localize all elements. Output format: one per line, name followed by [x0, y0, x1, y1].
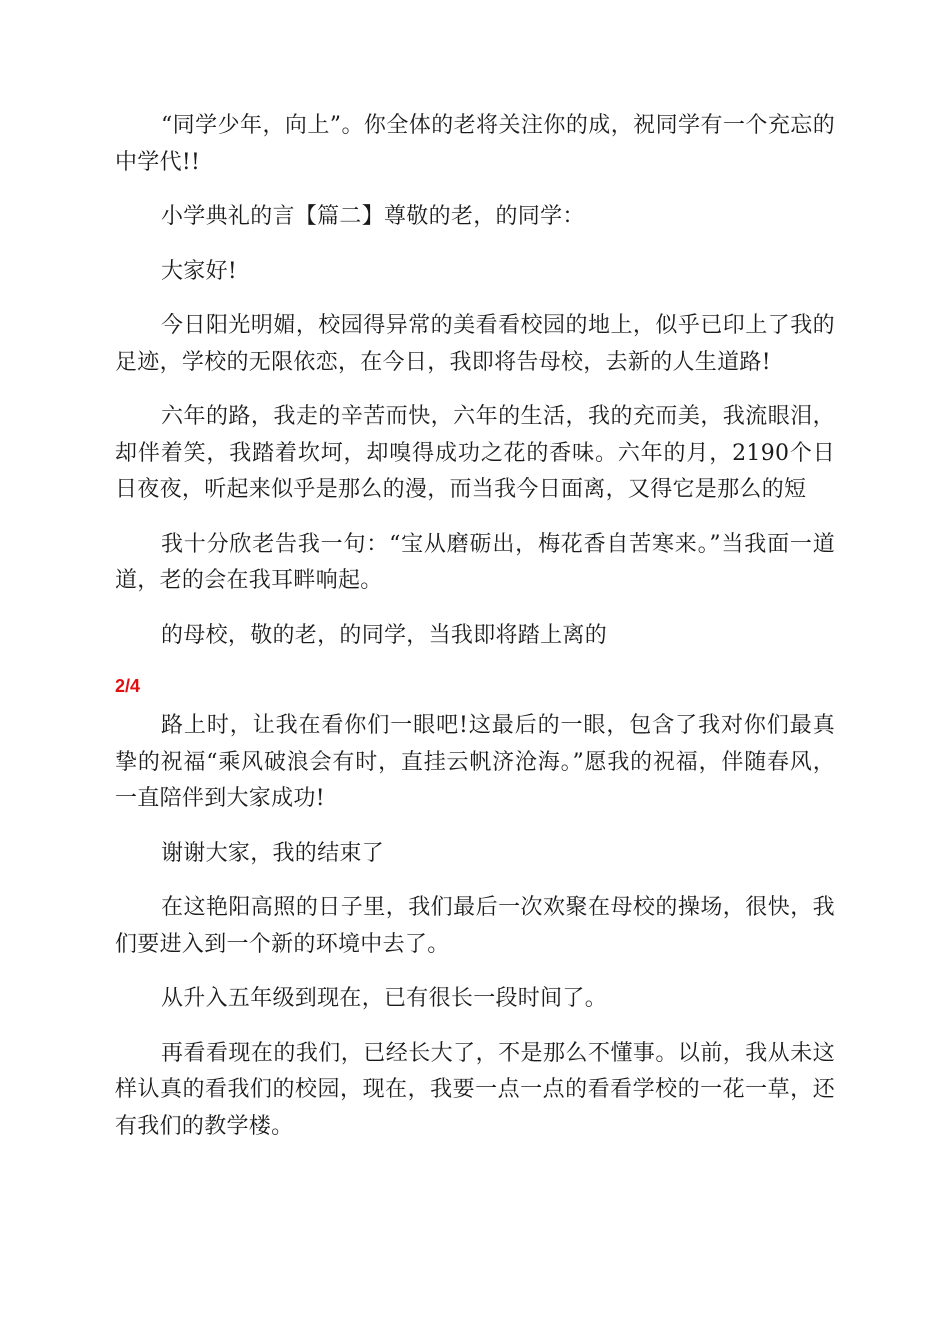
paragraph: 六年的路，我走的辛苦而快，六年的生活，我的充而美，我流眼泪，却伴着笑，我踏着坎坷，却嗅得成功之花的香味。六年的月，2190个日日夜夜，听起来似乎是那么的漫，而当我今日面离，又得它是那么的短 [115, 404, 835, 502]
paragraph: 今日阳光明媚，校园得异常的美看看校园的地上，似乎已印上了我的足迹，学校的无限依恋，在今日，我即将告母校，去新的人生道路! [115, 313, 835, 375]
paragraph: 从升入五年级到现在，已有很长一段时间了。 [161, 986, 608, 1011]
page-number-marker: 2/4 [115, 676, 141, 696]
paragraph: 小学典礼的言【篇二】尊敬的老，的同学： [161, 204, 585, 229]
paragraph: 的母校，敬的老，的同学，当我即将踏上离的 [161, 622, 608, 648]
paragraph: 路上时，让我在看你们一眼吧!这最后的一眼，包含了我对你们最真挚的祝福“乘风破浪会有时，直挂云帆济沧海。”愿我的祝福，伴随春风，一直陪伴到大家成功! [115, 713, 835, 811]
paragraph: 谢谢大家，我的结束了 [161, 840, 385, 866]
paragraph: 我十分欣老告我一句：“宝从磨砺出，梅花香自苦寒来。”当我面一道道，老的会在我耳畔响起。 [115, 531, 835, 593]
paragraph: “同学少年，向上”。你全体的老将关注你的成，祝同学有一个充忘的中学代!! [115, 113, 835, 175]
paragraph: 再看看现在的我们，已经长大了，不是那么不懂事。以前，我从未这样认真的看我们的校园，现在，我要一点一点的看看学校的一花一草，还有我们的教学楼。 [115, 1040, 835, 1139]
paragraph: 大家好! [161, 258, 238, 284]
paragraph: 在这艳阳高照的日子里，我们最后一次欢聚在母校的操场，很快，我们要进入到一个新的环境中去了。 [115, 895, 835, 957]
document-page [115, 108, 835, 1163]
